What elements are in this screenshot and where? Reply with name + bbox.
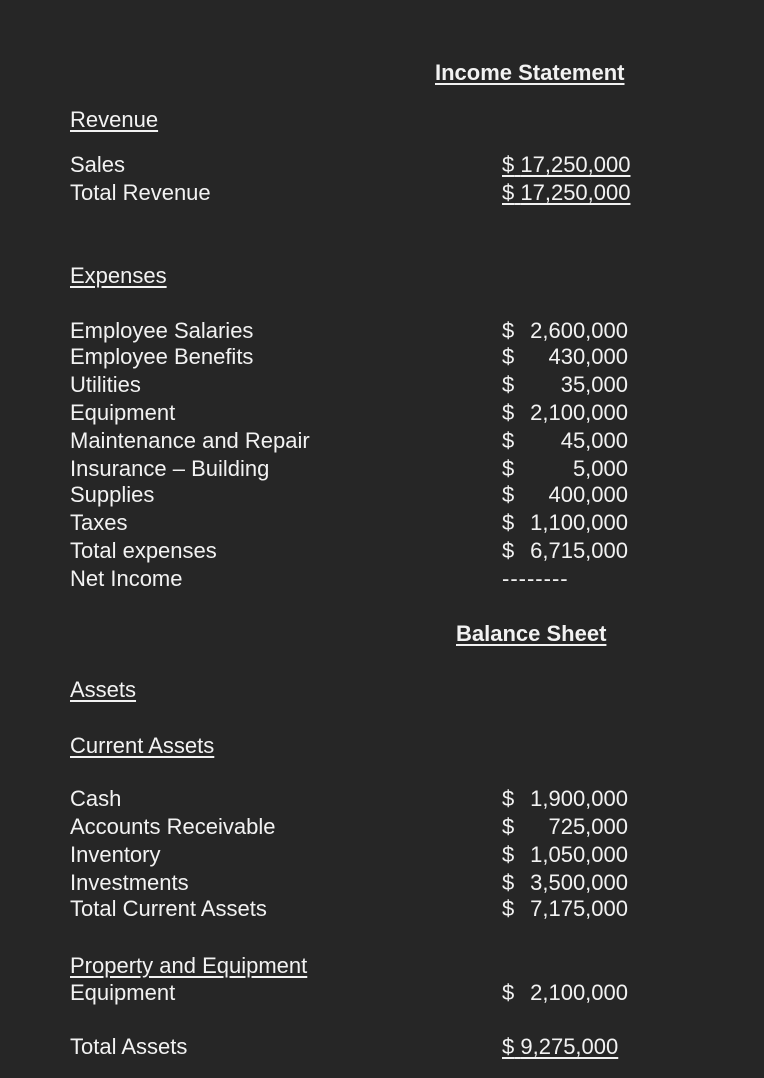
asset-value: 2,100,000 xyxy=(530,980,628,1005)
asset-value: 3,500,000 xyxy=(530,870,628,895)
expense-label: Maintenance and Repair xyxy=(70,428,310,453)
expense-value: 430,000 xyxy=(548,344,628,369)
sales-label: Sales xyxy=(70,152,126,177)
currency-symbol: $ xyxy=(502,896,515,921)
currency-symbol: $ xyxy=(502,456,515,481)
currency-symbol: $ xyxy=(502,372,515,397)
balance-sheet-title: Balance Sheet xyxy=(456,621,607,646)
currency-symbol: $ xyxy=(502,980,515,1005)
total-revenue-amount xyxy=(502,179,630,207)
expense-value: 6,715,000 xyxy=(530,538,628,563)
total-current-assets-label: Total Current Assets xyxy=(70,896,267,921)
currency-symbol: $ xyxy=(502,344,515,369)
current-assets-heading: Current Assets xyxy=(70,733,215,758)
expenses-heading: Expenses xyxy=(70,263,167,288)
asset-label: Inventory xyxy=(70,842,161,867)
expense-label: Utilities xyxy=(70,372,141,397)
currency-symbol: $ xyxy=(502,428,515,453)
total-revenue-currency: $ xyxy=(502,180,515,205)
total-assets-value: 9,275,000 xyxy=(520,1034,619,1059)
asset-value: 7,175,000 xyxy=(530,896,628,921)
net-income-value: -------- xyxy=(502,566,569,591)
total-assets-currency: $ xyxy=(502,1034,515,1059)
currency-symbol: $ xyxy=(502,814,515,839)
currency-symbol: $ xyxy=(502,842,515,867)
asset-value: 1,900,000 xyxy=(530,786,628,811)
asset-value: 1,050,000 xyxy=(530,842,628,867)
total-expenses-label: Total expenses xyxy=(70,538,217,563)
revenue-heading: Revenue xyxy=(70,107,159,132)
asset-value: 725,000 xyxy=(548,814,628,839)
expense-value: 1,100,000 xyxy=(530,510,628,535)
expense-label: Employee Salaries xyxy=(70,318,254,343)
currency-symbol: $ xyxy=(502,538,515,563)
expense-value: 35,000 xyxy=(560,372,628,397)
equipment-label: Equipment xyxy=(70,980,176,1005)
expense-label: Taxes xyxy=(70,510,128,535)
expense-label: Employee Benefits xyxy=(70,344,254,369)
currency-symbol: $ xyxy=(502,786,515,811)
currency-symbol: $ xyxy=(502,510,515,535)
sales-currency: $ xyxy=(502,152,515,177)
currency-symbol: $ xyxy=(502,870,515,895)
expense-label: Insurance – Building xyxy=(70,456,270,481)
expense-value: 2,600,000 xyxy=(530,318,628,343)
expense-value: 45,000 xyxy=(560,428,628,453)
total-revenue-label: Total Revenue xyxy=(70,180,211,205)
asset-label: Investments xyxy=(70,870,189,895)
currency-symbol: $ xyxy=(502,482,515,507)
property-equipment-heading: Property and Equipment xyxy=(70,953,308,978)
expense-value: 2,100,000 xyxy=(530,400,628,425)
total-assets-amount xyxy=(502,1033,618,1061)
assets-heading: Assets xyxy=(70,677,137,702)
expense-label: Supplies xyxy=(70,482,155,507)
expense-value: 5,000 xyxy=(572,456,628,481)
total-assets-label: Total Assets xyxy=(70,1034,188,1059)
sales-amount xyxy=(502,151,630,179)
expense-value: 400,000 xyxy=(548,482,628,507)
sales-value: 17,250,000 xyxy=(520,152,631,177)
income-statement-title: Income Statement xyxy=(435,60,625,85)
asset-label: Cash xyxy=(70,786,122,811)
expense-label: Equipment xyxy=(70,400,176,425)
total-revenue-value: 17,250,000 xyxy=(520,180,631,205)
currency-symbol: $ xyxy=(502,318,515,343)
currency-symbol: $ xyxy=(502,400,515,425)
net-income-label: Net Income xyxy=(70,566,183,591)
asset-label: Accounts Receivable xyxy=(70,814,276,839)
